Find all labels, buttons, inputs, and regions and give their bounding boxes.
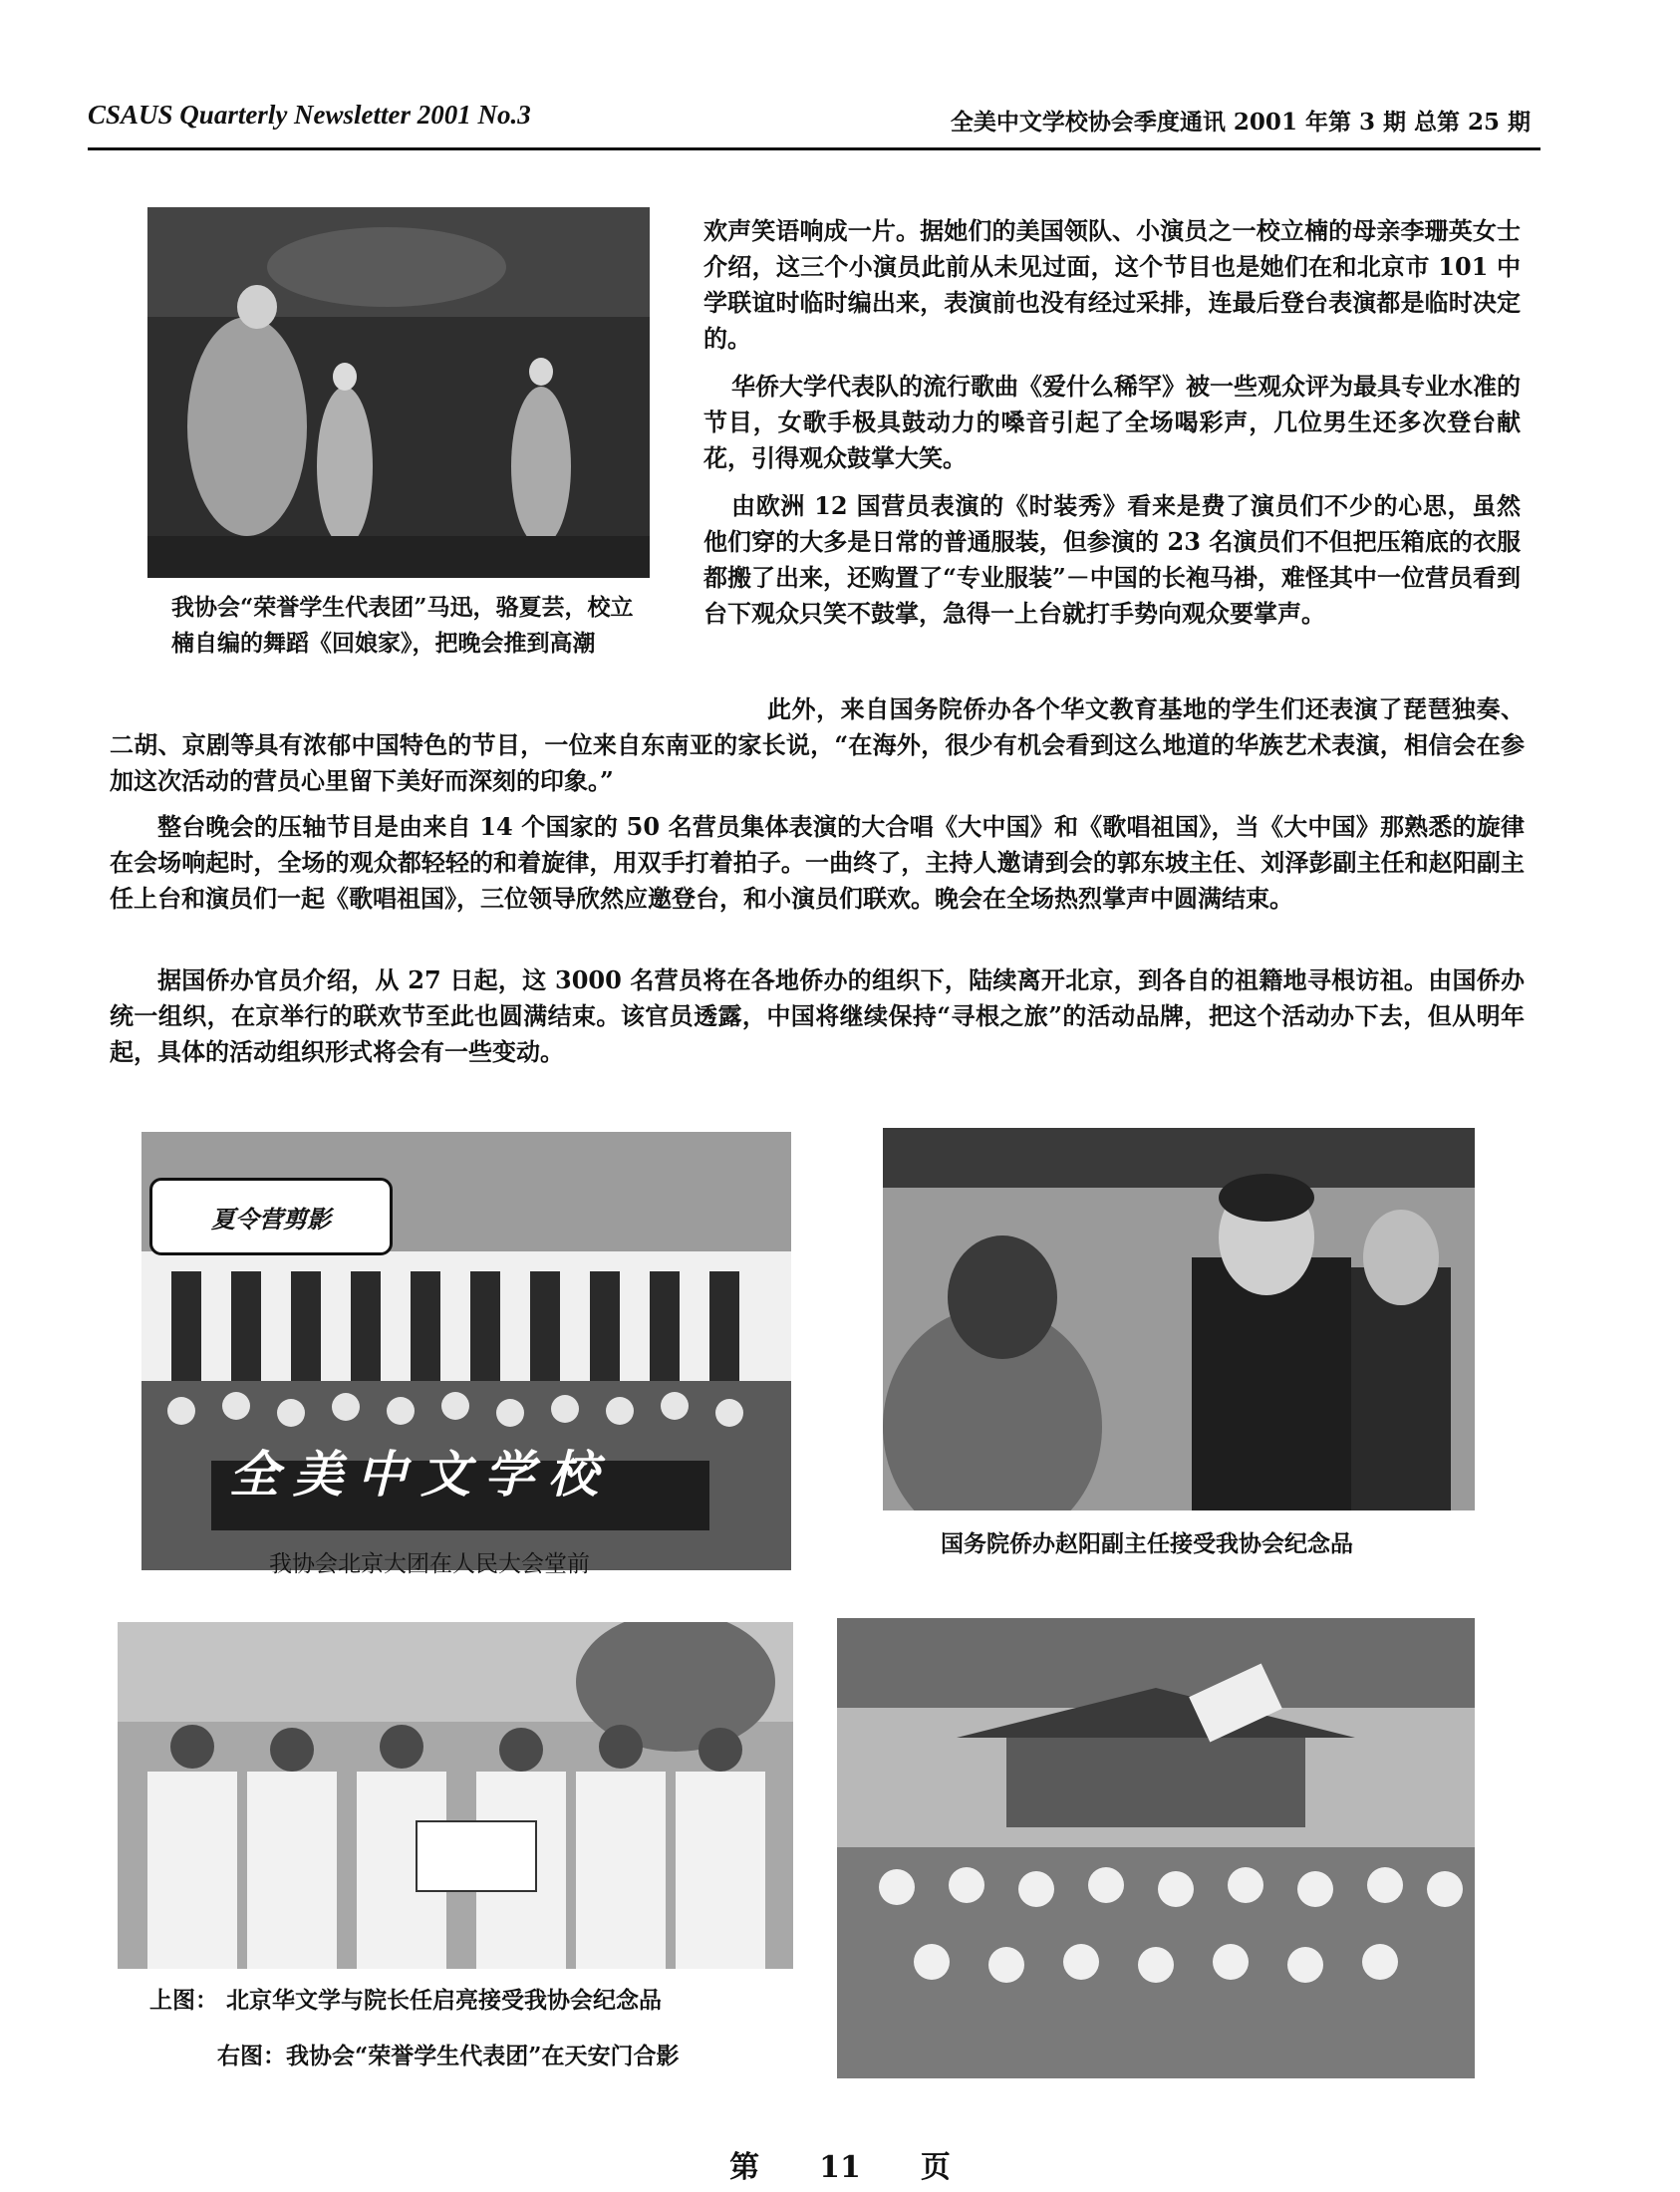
story-paragraph-6: 据国侨办官员介绍，从 27 日起，这 3000 名营员将在各地侨办的组织下，陆续离开北京，到各自的祖籍地寻根访祖。由国侨办统一组织，在京举行的联欢节至此也圆满结束。该官员透露，中国将继续保持“寻根之旅”的活动品牌，把这个活动办下去，但从明年起，具体的活动组织形式将会有一些变动。 xyxy=(110,965,1525,1066)
newsletter-issue: 全美中文学校协会季度通讯 2001 年第 3 期 总第 25 期 xyxy=(950,109,1531,136)
page-number-value: 11 xyxy=(819,2150,861,2185)
school-banner-text: 全美中文学校 xyxy=(229,1445,612,1504)
huawen-college-caption: 上图： 北京华文学与院长任启亮接受我协会纪念品 xyxy=(149,1987,663,2014)
summer-camp-tag: 夏令营剪影 xyxy=(149,1178,393,1255)
header-rule xyxy=(88,147,1540,150)
tiananmen-photo xyxy=(837,1618,1475,2078)
page-suffix: 页 xyxy=(920,2150,951,2185)
story-paragraph-4: 此外，来自国务院侨办各个华文教育基地的学生们还表演了琵琶独奏、二胡、京剧等具有浓郁中国特色的节目，一位来自东南亚的家长说，“在海外，很少有机会看到这么地道的华族艺术表演，相信会在参加这次活动的营员心里留下美好而深刻的印象。” xyxy=(110,694,1525,795)
huawen-college-photo xyxy=(118,1622,793,1969)
newsletter-title: CSAUS Quarterly Newsletter 2001 No.3 xyxy=(88,100,531,130)
page-prefix: 第 xyxy=(729,2150,760,2185)
tiananmen-caption: 右图：我协会“荣誉学生代表团”在天安门合影 xyxy=(217,2043,680,2069)
story-paragraph-5: 整台晚会的压轴节目是由来自 14 个国家的 50 名营员集体表演的大合唱《大中国》和《歌唱祖国》，当《大中国》那熟悉的旋律在会场响起时，全场的观众都轻轻的和着旋律，用双手打着拍子。一曲终了，主持人邀请到会的郭东坡主任、刘泽彭副主任和赵阳副主任上台和演员们一起《歌唱祖国》，三位领导欣然应邀登台，和小演员们联欢。晚会在全场热烈掌声中圆满结束。 xyxy=(110,812,1525,913)
great-hall-caption: 我协会北京大团在人民大会堂前 xyxy=(269,1551,590,1577)
zhao-yang-caption: 国务院侨办赵阳副主任接受我协会纪念品 xyxy=(941,1530,1353,1557)
story-paragraph-3: 由欧洲 12 国营员表演的《时装秀》看来是费了演员们不少的心思，虽然他们穿的大多是日常的普通服装，但参演的 23 名演员们不但把压箱底的衣服都搬了出来，还购置了“专业服装”－中国的长袍马褂，难怪其中一位营员看到台下观众只笑不鼓掌，急得一上台就打手势向观众要掌声。 xyxy=(703,491,1521,628)
dance-performance-photo xyxy=(147,207,650,578)
story-paragraph-1: 欢声笑语响成一片。据她们的美国领队、小演员之一校立楠的母亲李珊英女士介绍，这三个小演员此前从未见过面，这个节目也是她们在和北京市 101 中学联谊时临时编出来，表演前也没有经过采排，连最后登台表演都是临时决定的。 xyxy=(703,216,1521,353)
page-number xyxy=(0,2142,1680,2186)
story-paragraph-2: 华侨大学代表队的流行歌曲《爱什么稀罕》被一些观众评为最具专业水准的节目，女歌手极具鼓动力的嗓音引起了全场喝彩声，几位男生还多次登台献花，引得观众鼓掌大笑。 xyxy=(703,372,1521,472)
dance-photo-caption: 我协会“荣誉学生代表团”马迅，骆夏芸，校立楠自编的舞蹈《回娘家》，把晚会推到高潮 xyxy=(171,594,634,657)
zhao-yang-photo xyxy=(883,1128,1475,1510)
